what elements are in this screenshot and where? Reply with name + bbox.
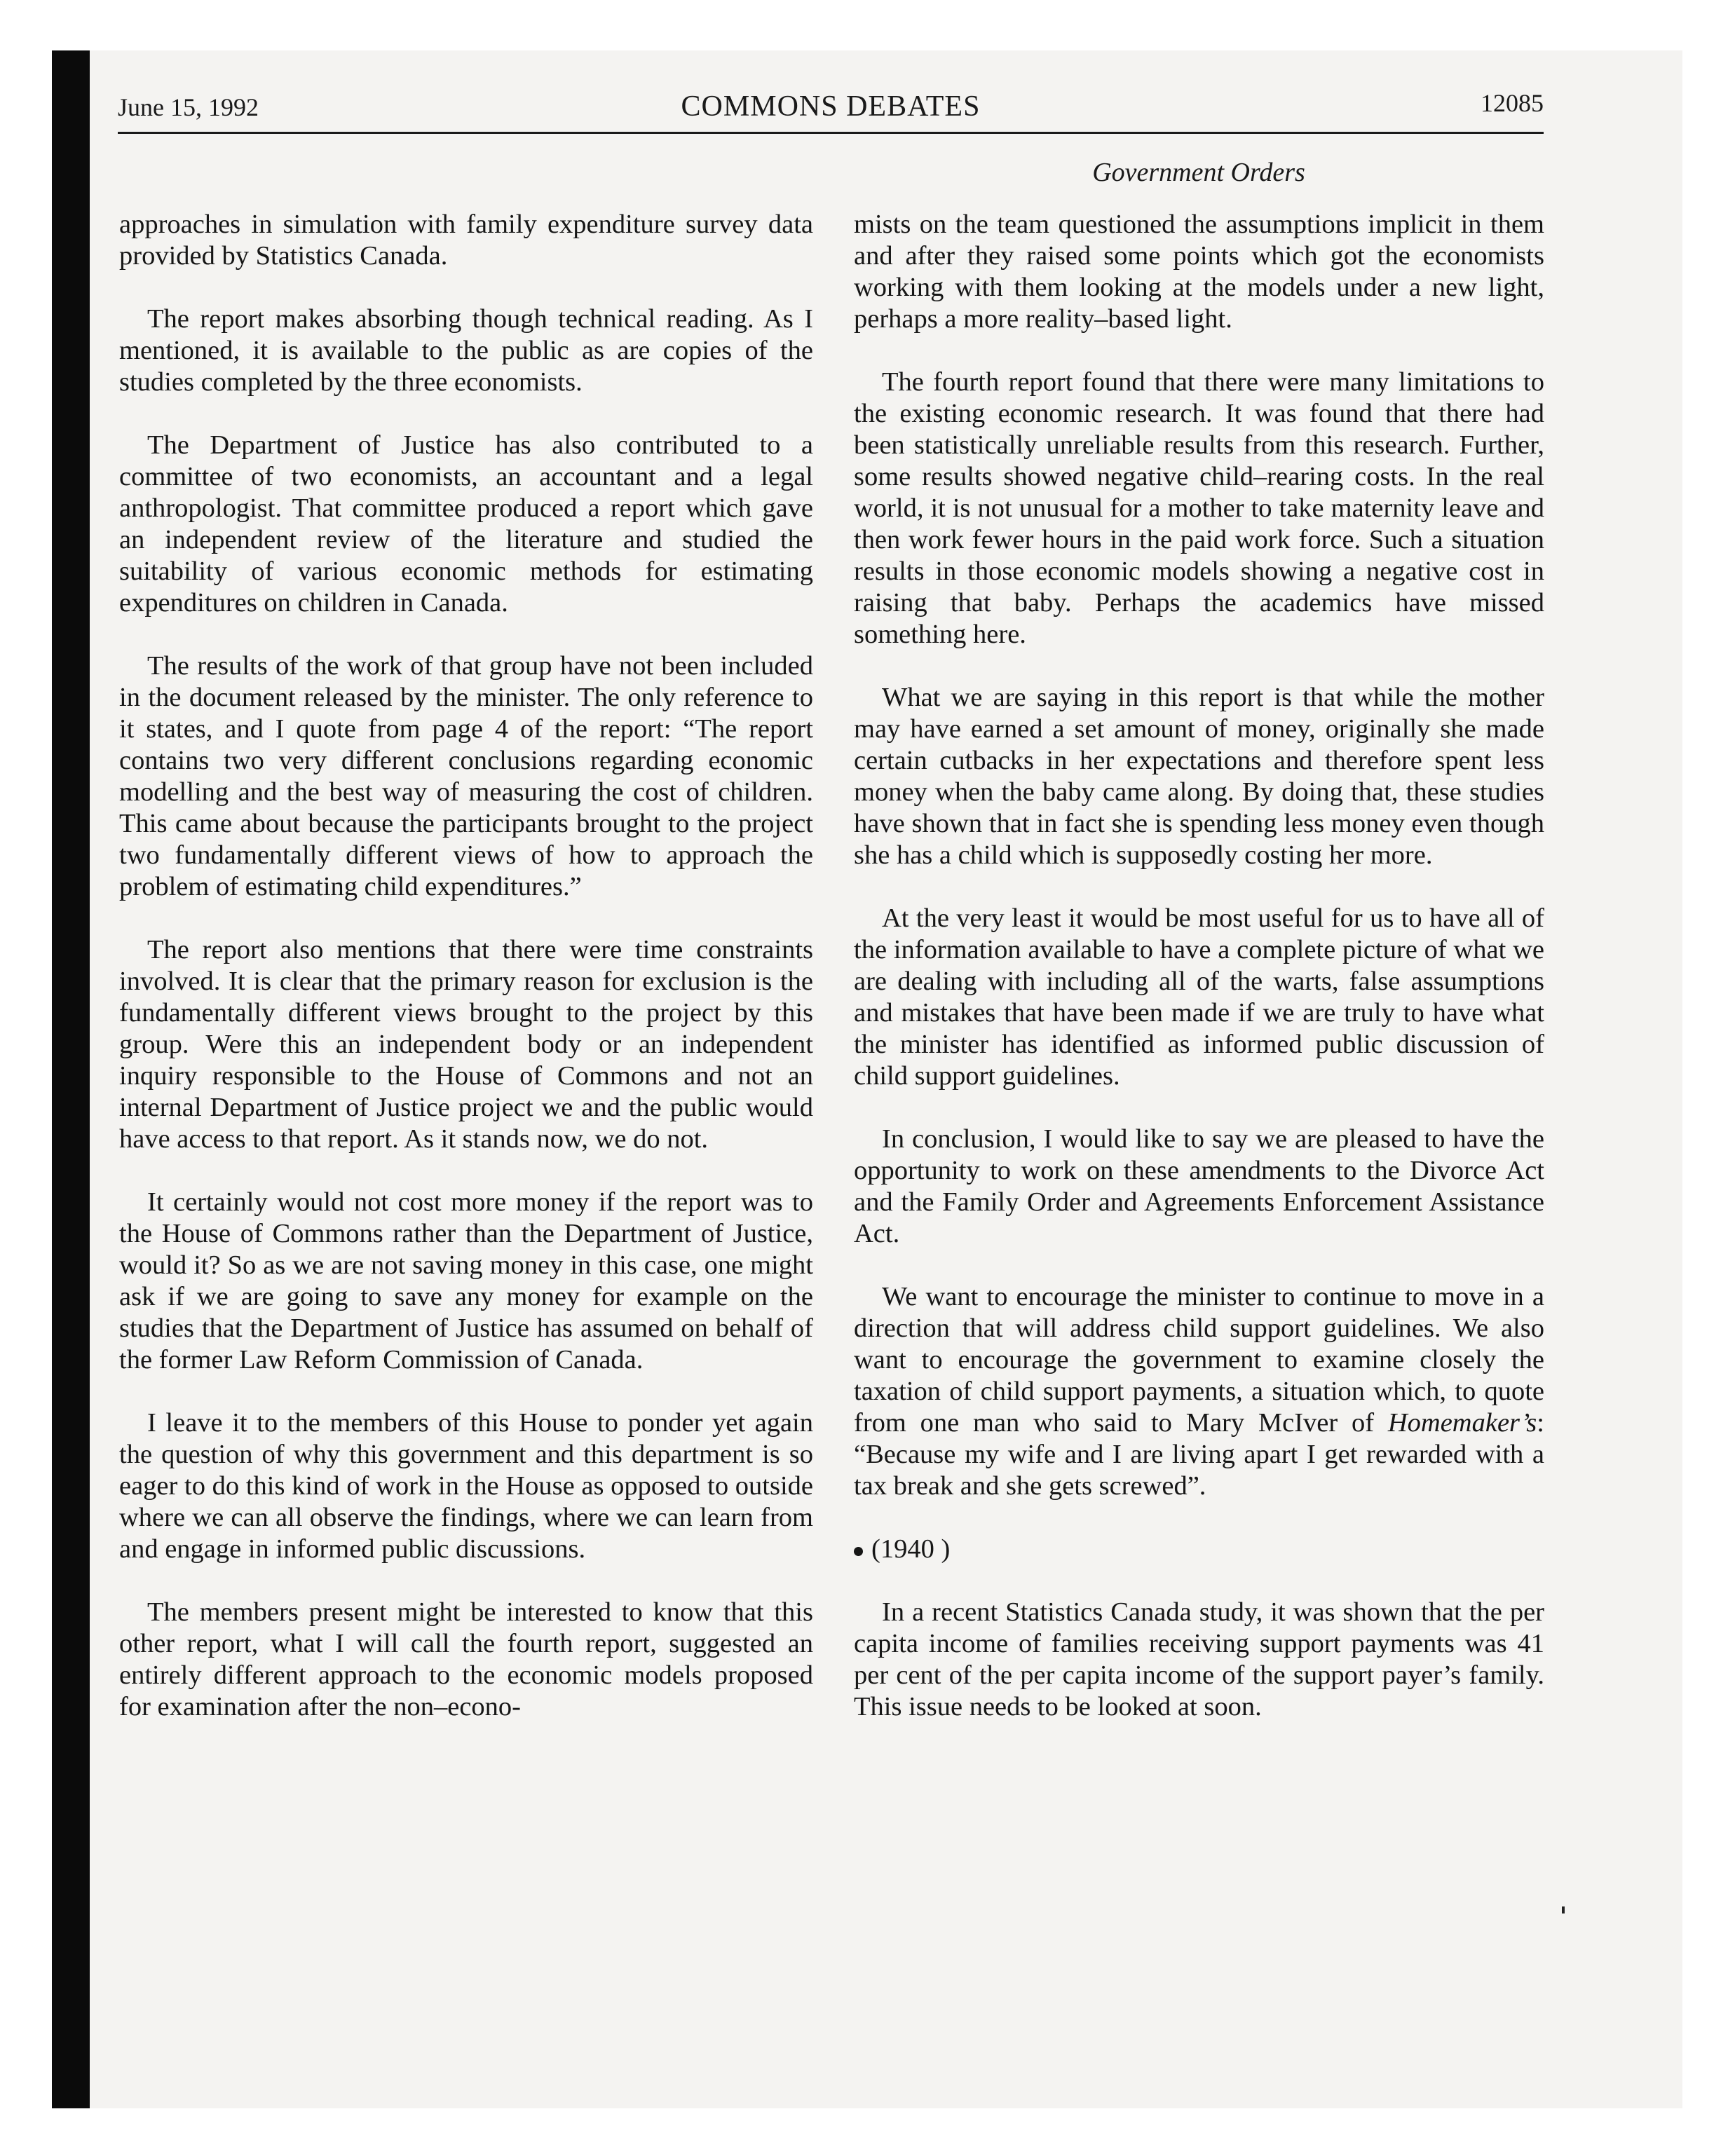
header-date: June 15, 1992 xyxy=(118,93,259,121)
paragraph: The report also mentions that there were time constraints involved. It is clear that the primary reason for exclusion is the fundamentally different views brought to the project by this group. Were this an independent body or an independent inquiry responsible to the House of Commons and not an internal Department of Justice project we and the public would have access to that report. As it stands now, we do not. xyxy=(119,935,813,1154)
paragraph: At the very least it would be most useful for us to have all of the information available to have a complete picture of what we are dealing with including all of the warts, false assumptions and mistakes that have been made if we are truly to have what the minister has identified as informed public discussion of child support guidelines. xyxy=(854,903,1544,1091)
paragraph: mists on the team questioned the assumptions implicit in them and after they raised some points which got the economists working with them looking at the models under a new light, perhaps a more reality–based light. xyxy=(854,210,1544,334)
paragraph: The results of the work of that group have not been included in the document released by the minister. The only reference to it states, and I quote from page 4 of the report: “The report contains two very different conclusions regarding economic modelling and the best way of measuring the cost of children. This came about because the participants brought to the project two fundamentally different views of how to approach the problem of estimating child expenditures.” xyxy=(119,651,813,901)
section-label: Government Orders xyxy=(1092,158,1305,187)
scan-speck xyxy=(1562,1906,1565,1913)
publication-title: Homemaker’s xyxy=(1387,1408,1537,1438)
paragraph: The members present might be interested to know that this other report, what I will call the fourth report, suggested an entirely different approach to the economic models proposed for examination after the non–econo- xyxy=(119,1597,813,1721)
binding-shadow xyxy=(52,50,90,2108)
paragraph: In conclusion, I would like to say we are pleased to have the opportunity to work on these amendments to the Divorce Act and the Family Order and Agreements Enforcement Assistance Act. xyxy=(854,1124,1544,1248)
paragraph-text: : “Because my wife and I are living apart I get rewarded with a tax break and she gets screwed”. xyxy=(854,1408,1544,1501)
paragraph: The Department of Justice has also contributed to a committee of two economists, an accountant and a legal anthropologist. That committee produced a report which gave an independent review of the literature and studied the suitability of various economic methods for estimating expenditures on children in Canada. xyxy=(119,430,813,618)
header-rule xyxy=(118,132,1544,134)
header-title: COMMONS DEBATES xyxy=(681,90,981,123)
left-column xyxy=(119,209,813,1754)
page-header xyxy=(118,73,1544,132)
right-column xyxy=(854,209,1544,1754)
paragraph: The fourth report found that there were many limitations to the existing economic research. It was found that there had been statistically unreliable results from this research. Further, some results showed negative child–rearing costs. In the real world, it is not unusual for a mother to take maternity leave and then work fewer hours in the paid work force. Such a situation results in those economic models showing a negative cost in raising that baby. Perhaps the academics have missed something here. xyxy=(854,367,1544,649)
time-marker-text: (1940 ) xyxy=(871,1534,951,1564)
paragraph xyxy=(854,1281,1544,1502)
paragraph: The report makes absorbing though technical reading. As I mentioned, it is available to the public as are copies of the studies completed by the three economists. xyxy=(119,304,813,397)
paragraph: approaches in simulation with family expenditure survey data provided by Statistics Canada. xyxy=(119,210,813,271)
paragraph: It certainly would not cost more money if the report was to the House of Commons rather than the Department of Justice, would it? So as we are not saving money in this case, one might ask if we are going to save any money for example on the studies that the Department of Justice has assumed on behalf of the former Law Reform Commission of Canada. xyxy=(119,1187,813,1374)
bullet-icon xyxy=(854,1547,863,1556)
time-marker xyxy=(854,1534,1544,1565)
header-page-number: 12085 xyxy=(1481,89,1544,117)
paragraph-text: We want to encourage the minister to continue to move in a direction that will address child support guidelines. We also want to encourage the government to examine closely the taxation of child support payments, a situation which, to quote from one man who said to Mary McIver of xyxy=(854,1282,1544,1438)
paragraph: What we are saying in this report is that while the mother may have earned a set amount of money, originally she made certain cutbacks in her expectations and therefore spent less money when the baby came along. By doing that, these studies have shown that in fact she is spending less money even though she has a child which is supposedly costing her more. xyxy=(854,683,1544,870)
paragraph: In a recent Statistics Canada study, it was shown that the per capita income of families receiving support payments was 41 per cent of the per capita income of the support payer’s family. This issue needs to be looked at soon. xyxy=(854,1597,1544,1721)
paragraph: I leave it to the members of this House to ponder yet again the question of why this government and this department is so eager to do this kind of work in the House as opposed to outside where we can all observe the findings, where we can learn from and engage in informed public discussions. xyxy=(119,1408,813,1564)
